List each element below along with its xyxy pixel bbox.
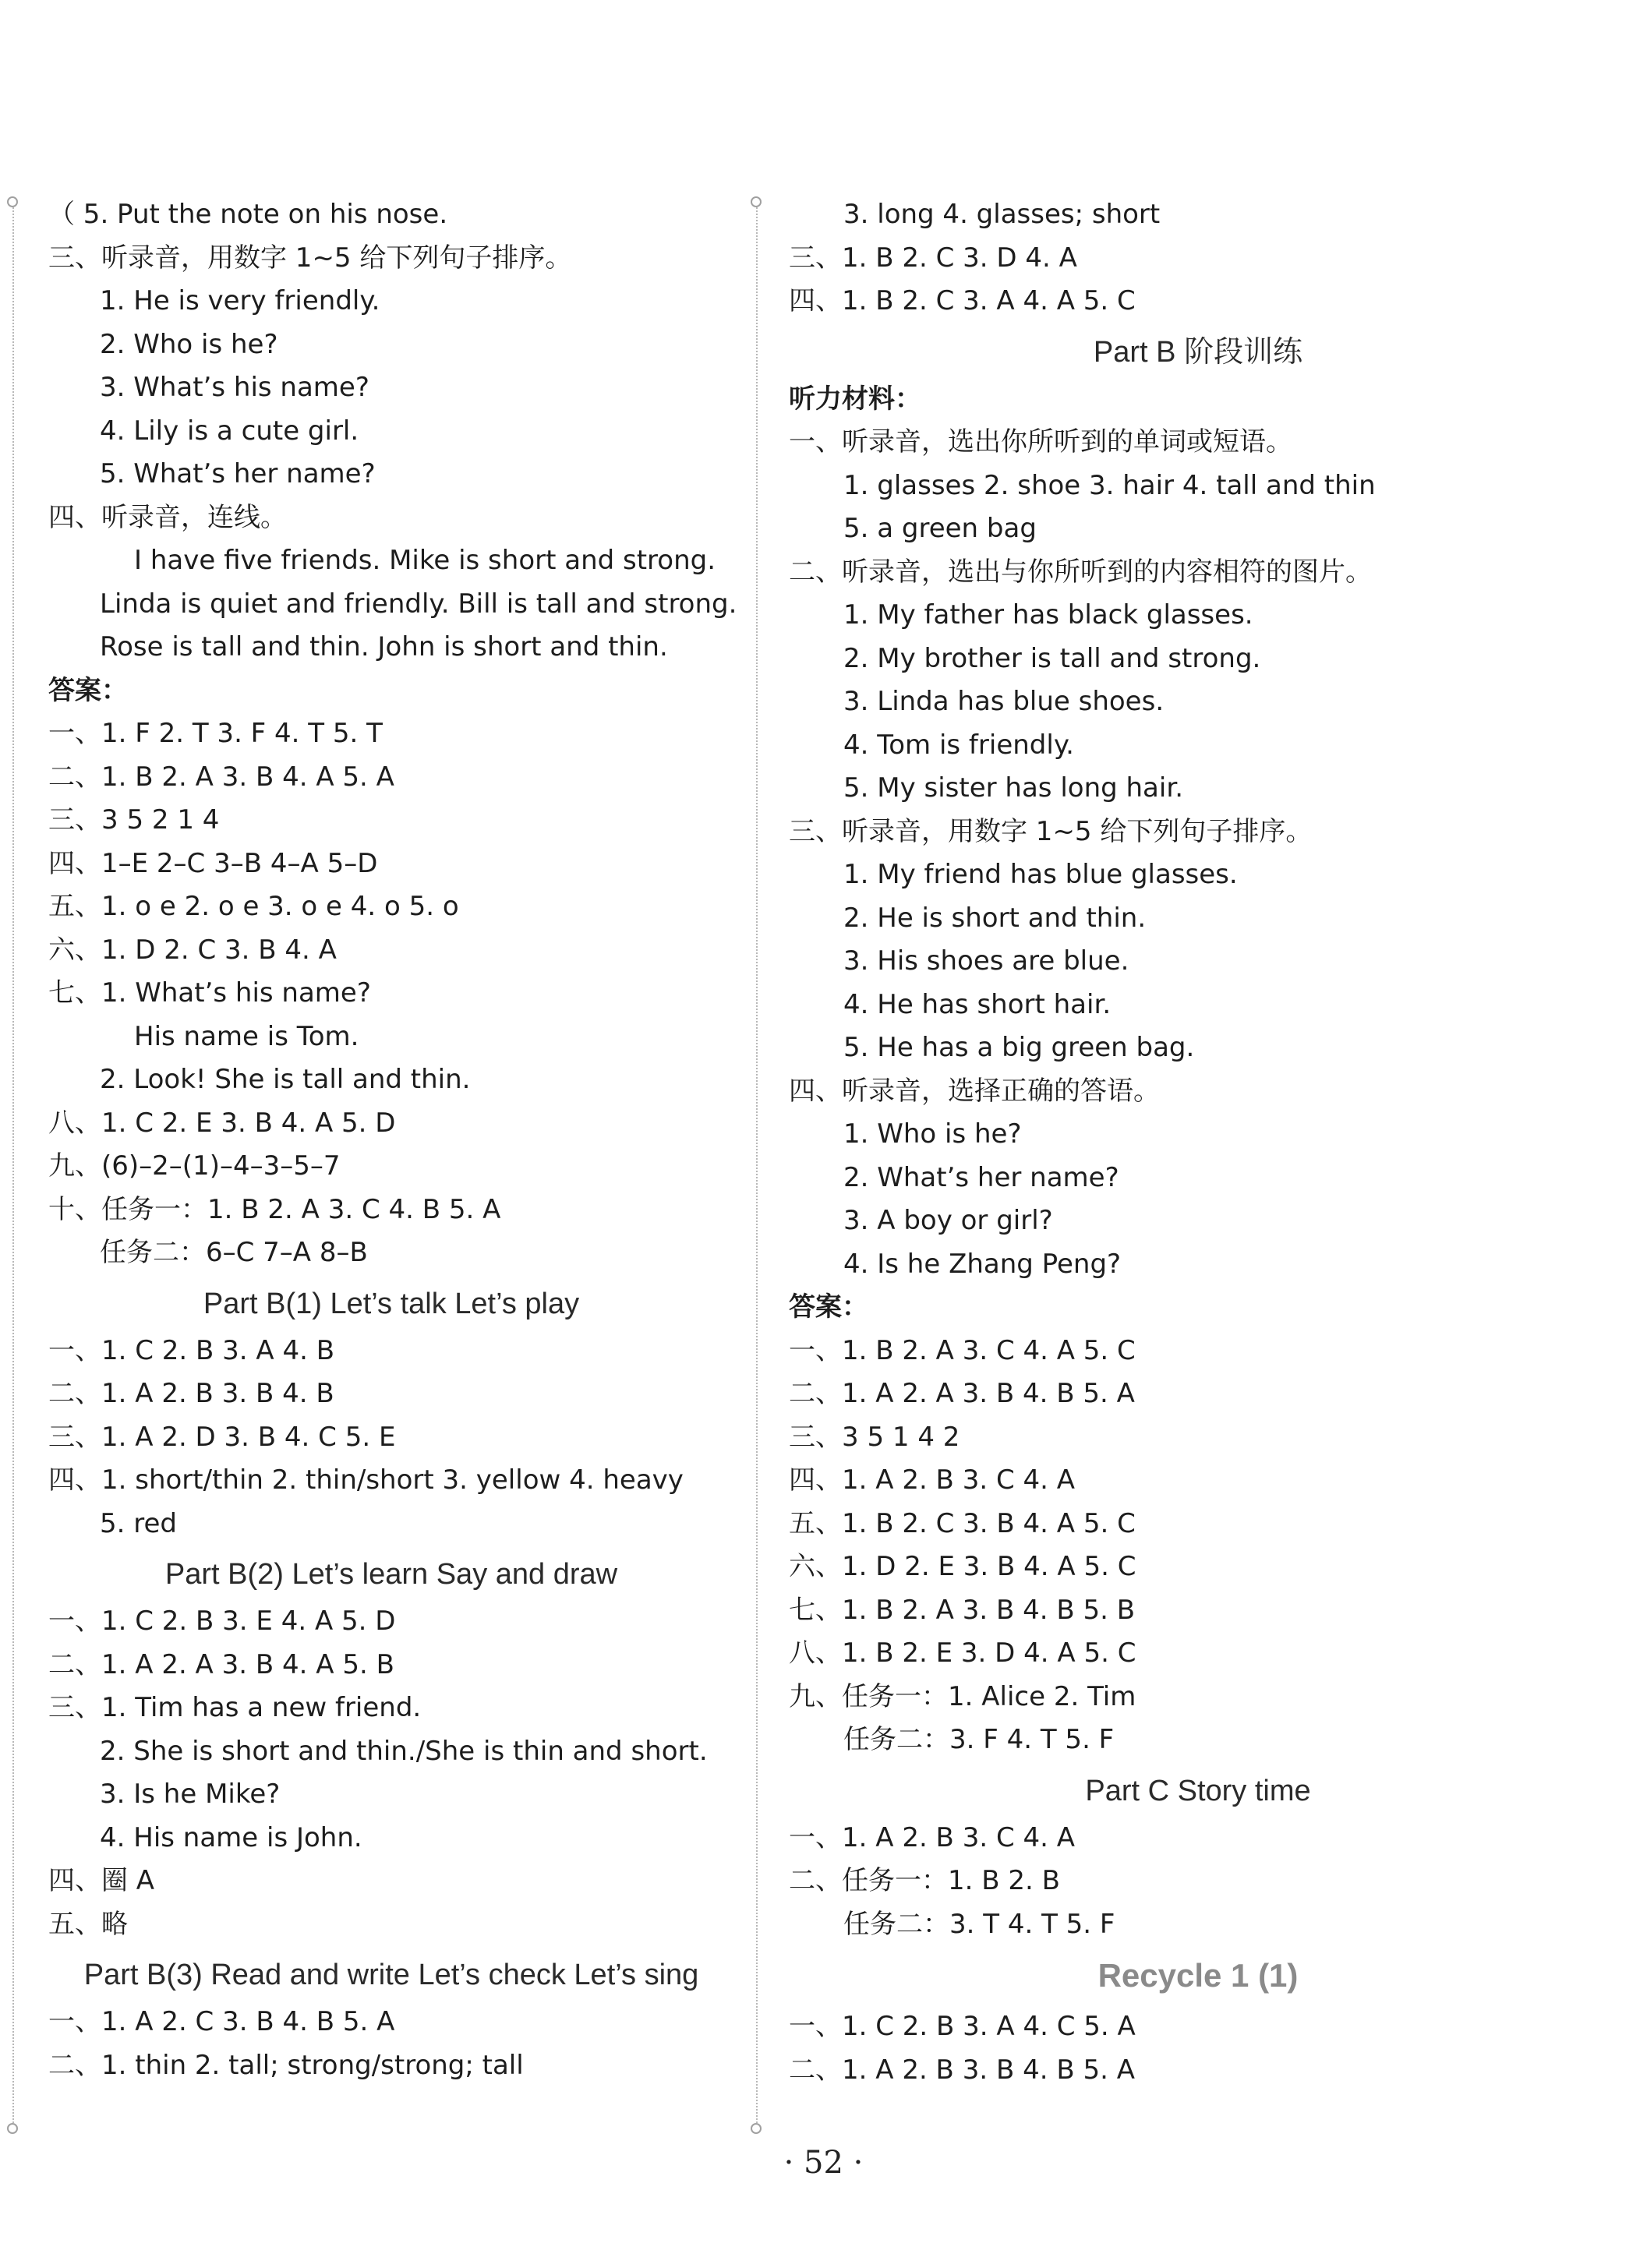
left-line: 4. Lily is a cute girl. [100, 415, 359, 447]
right-answer-column [789, 193, 1607, 2092]
right-line: 2. My brother is tall and strong. [843, 642, 1261, 674]
left-line: His name is Tom. [134, 1020, 359, 1052]
left-line: 2. Look! She is tall and thin. [100, 1064, 471, 1095]
binding-hole-bottom-left [7, 2123, 18, 2134]
left-line: 4. His name is John. [100, 1821, 362, 1853]
right-line: 五、1. B 2. C 3. B 4. A 5. C [789, 1507, 1136, 1539]
right-line: 九、任务一：1. Alice 2. Tim [789, 1680, 1136, 1712]
right-line: 四、听录音，选择正确的答语。 [789, 1075, 1160, 1107]
left-line: 四、1–E 2–C 3–B 4–A 5–D [48, 847, 378, 879]
left-line: 五、略 [48, 1908, 128, 1940]
left-line: Linda is quiet and friendly. Bill is tall and strong. [100, 588, 737, 620]
right-line: 二、听录音，选出与你所听到的内容相符的图片。 [789, 556, 1372, 588]
right-unit-heading: Recycle 1 (1) [1097, 1957, 1299, 1994]
left-line: 一、1. F 2. T 3. F 4. T 5. T [48, 718, 383, 749]
right-line: 1. glasses 2. shoe 3. hair 4. tall and thin [843, 469, 1376, 501]
left-line: 十、任务一：1. B 2. A 3. C 4. B 5. A [48, 1193, 501, 1225]
right-line: 二、1. A 2. A 3. B 4. B 5. A [789, 1378, 1135, 1409]
column-divider [756, 204, 758, 2129]
left-line: 四、听录音，连线。 [48, 501, 287, 533]
right-label: 答案： [789, 1291, 868, 1323]
page-number: · 52 · [783, 2145, 864, 2181]
right-line: 七、1. B 2. A 3. B 4. B 5. B [789, 1594, 1136, 1626]
left-line: 5. What’s her name? [100, 458, 376, 489]
right-line: 4. Tom is friendly. [843, 729, 1074, 761]
right-line: 一、1. B 2. A 3. C 4. A 5. C [789, 1334, 1136, 1366]
left-line: 任务二：6–C 7–A 8–B [100, 1237, 368, 1268]
left-line: 四、1. short/thin 2. thin/short 3. yellow 4. heavy [48, 1464, 684, 1496]
right-line: 一、听录音，选出你所听到的单词或短语。 [789, 426, 1292, 457]
right-line: 任务二：3. T 4. T 5. F [843, 1908, 1115, 1940]
right-line: 四、1. A 2. B 3. C 4. A [789, 1464, 1075, 1496]
right-section-heading: Part C Story time [1085, 1774, 1311, 1807]
left-line: 三、听录音，用数字 1~5 给下列句子排序。 [48, 242, 572, 274]
left-line: 三、1. Tim has a new friend. [48, 1692, 422, 1723]
right-line: 任务二：3. F 4. T 5. F [843, 1724, 1115, 1755]
left-line: 二、1. A 2. A 3. B 4. A 5. B [48, 1648, 394, 1680]
left-section-heading: Part B(2) Let’s learn Say and draw [164, 1558, 618, 1591]
right-line: 3. Linda has blue shoes. [843, 686, 1165, 717]
left-line: 五、1. o e 2. o e 3. o e 4. o 5. o [48, 891, 459, 922]
left-line: 3. What’s his name? [100, 372, 369, 403]
right-line: 3. long 4. glasses; short [843, 199, 1161, 230]
left-line: 六、1. D 2. C 3. B 4. A [48, 934, 337, 966]
right-line: 一、1. C 2. B 3. A 4. C 5. A [789, 2011, 1136, 2042]
right-line: 1. My friend has blue glasses. [843, 859, 1238, 890]
left-line: 一、1. A 2. C 3. B 4. B 5. A [48, 2006, 395, 2037]
left-line: 三、3 5 2 1 4 [48, 804, 220, 835]
left-line: 5. red [100, 1507, 177, 1539]
divider-dot-bottom [751, 2123, 762, 2134]
binding-hole-top-left [7, 196, 18, 207]
right-line: 2. He is short and thin. [843, 902, 1147, 934]
left-line: 二、1. thin 2. tall; strong/strong; tall [48, 2049, 524, 2081]
right-line: 4. He has short hair. [843, 988, 1112, 1020]
right-line: 三、听录音，用数字 1~5 给下列句子排序。 [789, 815, 1313, 847]
left-line: 四、圈 A [48, 1865, 155, 1896]
left-label: 答案： [48, 674, 128, 706]
left-line: 二、1. A 2. B 3. B 4. B [48, 1378, 334, 1409]
left-line: 2. Who is he? [100, 328, 278, 360]
right-line: 二、任务一：1. B 2. B [789, 1865, 1060, 1896]
right-line: 二、1. A 2. B 3. B 4. B 5. A [789, 2054, 1135, 2086]
right-line: 5. My sister has long hair. [843, 772, 1184, 804]
right-line: 三、3 5 1 4 2 [789, 1421, 960, 1453]
divider-dot-top [751, 196, 762, 207]
left-line: 三、1. A 2. D 3. B 4. C 5. E [48, 1421, 396, 1453]
left-line: （ 5. Put the note on his nose. [48, 199, 448, 230]
right-line: 3. His shoes are blue. [843, 945, 1129, 977]
right-line: 3. A boy or girl? [843, 1205, 1053, 1236]
right-label: 听力材料： [789, 383, 921, 415]
left-section-heading: Part B(3) Read and write Let’s check Let’s sing [83, 1959, 699, 1991]
left-line: 一、1. C 2. B 3. E 4. A 5. D [48, 1606, 396, 1637]
left-line: 八、1. C 2. E 3. B 4. A 5. D [48, 1107, 396, 1139]
left-answer-column [48, 193, 737, 2087]
left-line: 一、1. C 2. B 3. A 4. B [48, 1334, 335, 1366]
right-line: 八、1. B 2. E 3. D 4. A 5. C [789, 1637, 1136, 1669]
right-section-heading: Part B 阶段训练 [1093, 335, 1303, 369]
left-section-heading: Part B(1) Let’s talk Let’s play [203, 1287, 580, 1320]
left-binding-line [12, 204, 14, 2129]
left-line: Rose is tall and thin. John is short and thin. [100, 631, 668, 662]
right-line: 四、1. B 2. C 3. A 4. A 5. C [789, 285, 1136, 316]
right-line: 一、1. A 2. B 3. C 4. A [789, 1821, 1075, 1853]
right-line: 5. a green bag [843, 513, 1037, 544]
right-line: 4. Is he Zhang Peng? [843, 1248, 1122, 1280]
left-line: 二、1. B 2. A 3. B 4. A 5. A [48, 761, 394, 793]
right-line: 2. What’s her name? [843, 1161, 1119, 1193]
left-line: 九、(6)–2–(1)–4–3–5–7 [48, 1150, 341, 1182]
right-line: 三、1. B 2. C 3. D 4. A [789, 242, 1077, 274]
right-line: 六、1. D 2. E 3. B 4. A 5. C [789, 1551, 1136, 1582]
left-line: 1. He is very friendly. [100, 285, 380, 316]
right-line: 1. My father has black glasses. [843, 599, 1253, 631]
left-line: 2. She is short and thin./She is thin and short. [100, 1735, 708, 1767]
left-line: 七、1. What’s his name? [48, 977, 371, 1009]
left-line: 3. Is he Mike? [100, 1779, 281, 1810]
right-line: 1. Who is he? [843, 1118, 1022, 1150]
right-line: 5. He has a big green bag. [843, 1032, 1195, 1063]
left-line: I have five friends. Mike is short and strong. [134, 545, 716, 576]
